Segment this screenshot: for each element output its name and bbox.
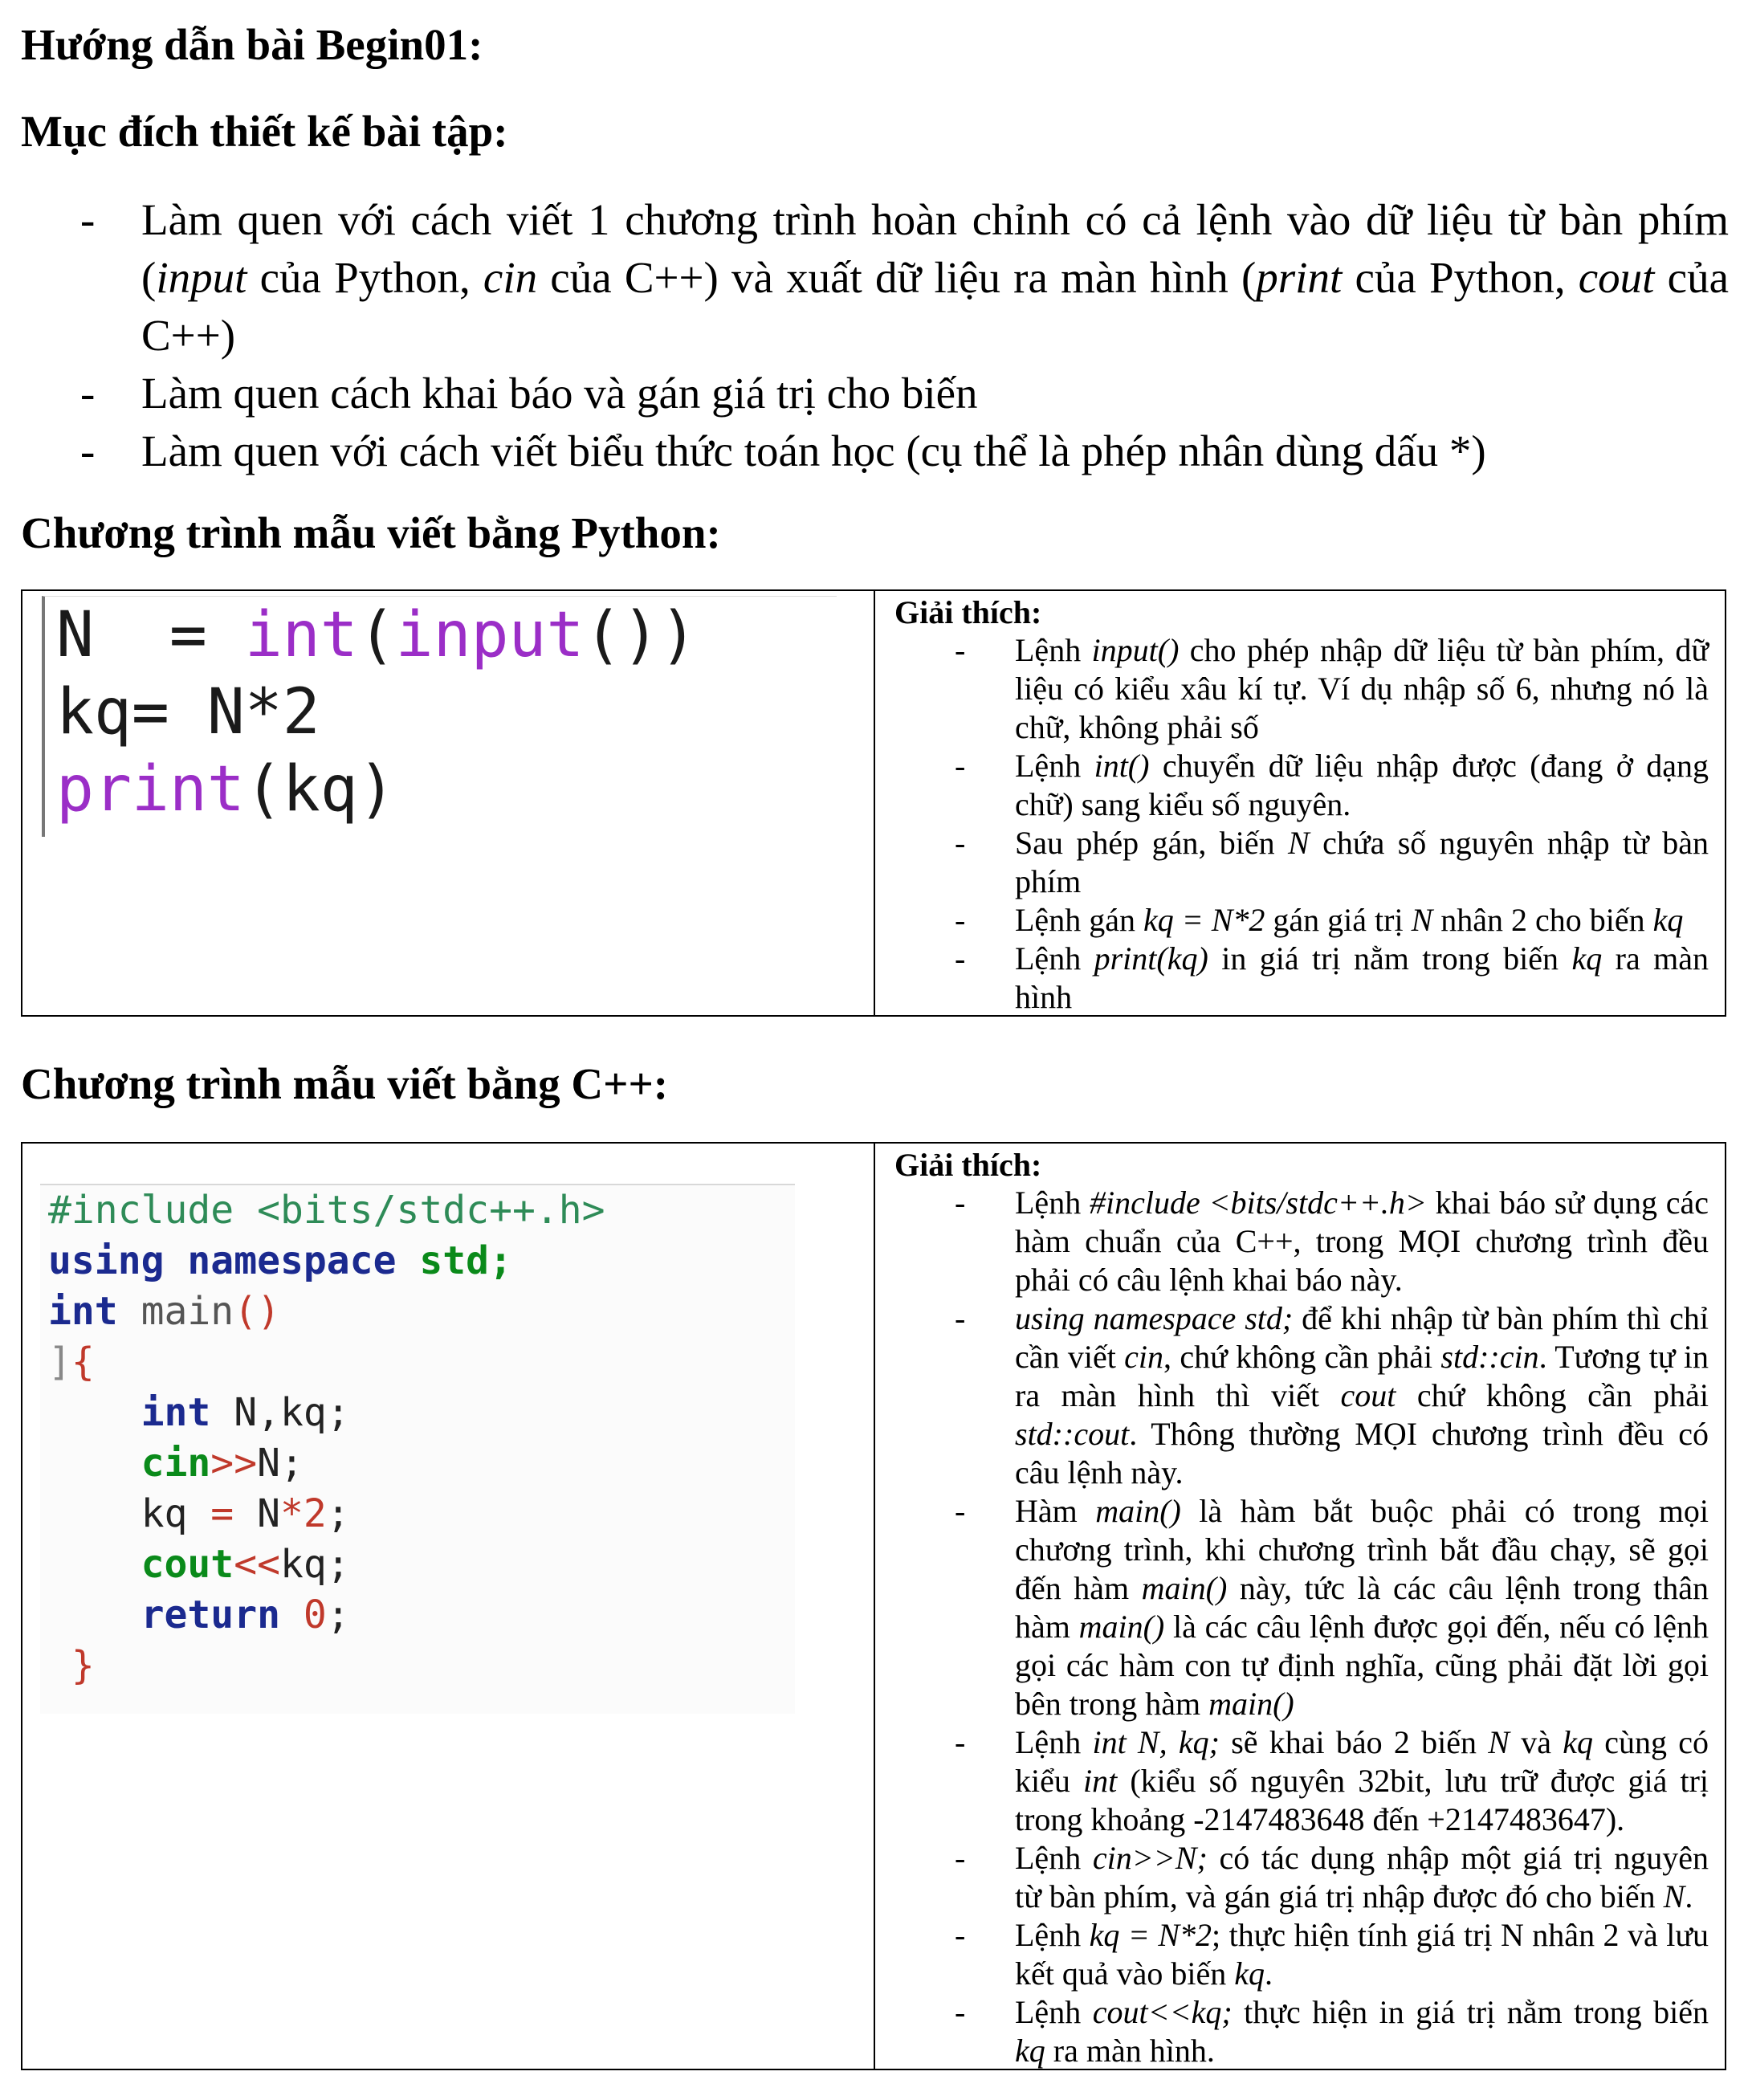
fold-marker: ]	[48, 1340, 71, 1384]
explanation-list	[894, 631, 1709, 1017]
python-heading: Chương trình mẫu viết bằng Python:	[21, 508, 721, 557]
purpose-item: - Làm quen cách khai báo và gán giá trị cho biến	[80, 369, 978, 418]
purpose-heading: Mục đích thiết kế bài tập:	[21, 107, 508, 156]
explanation-item: - Sau phép gán, biến N chứa số nguyên nhập từ bàn phím	[955, 825, 1709, 899]
code-line: cout<<kq;	[48, 1542, 350, 1587]
explanation-title: Giải thích:	[894, 594, 1042, 630]
code-line: print(kq)	[56, 753, 396, 826]
cpp-code-block	[40, 1184, 795, 1714]
code-line: int N,kq;	[48, 1390, 350, 1435]
explanation-item: - Hàm main() là hàm bắt buộc phải có trong mọi chương trình, khi chương trình bắt đầu chạy, sẽ gọi đến hàm main() này, tức là các câu lệnh trong thân hàm main() là các câu lệnh được gọi đến, nếu có lệnh gọi các hàm con tự định nghĩa, cũng phải đặt lời gọi bên trong hàm main()	[955, 1493, 1709, 1722]
page-title: Hướng dẫn bài Begin01:	[21, 20, 483, 69]
python-code-cell	[22, 591, 875, 1015]
code-line: ]{	[48, 1340, 95, 1384]
purpose-item: - Làm quen với cách viết biểu thức toán học (cụ thể là phép nhân dùng dấu *)	[80, 426, 1486, 475]
code-line: N = int(input())	[56, 599, 698, 671]
cpp-explanation-cell	[875, 1144, 1725, 2069]
code-line: cin>>N;	[48, 1441, 304, 1486]
cpp-code-cell	[22, 1144, 875, 2069]
explanation-item: - Lệnh cin>>N; có tác dụng nhập một giá trị nguyên từ bàn phím, và gán giá trị nhập được đó cho biến N.	[955, 1840, 1709, 1914]
cpp-heading: Chương trình mẫu viết bằng C++:	[21, 1059, 669, 1108]
code-line: #include <bits/stdc++.h>	[48, 1188, 605, 1233]
python-table	[21, 589, 1726, 1017]
code-line: }	[48, 1643, 95, 1688]
python-code-block	[42, 596, 837, 837]
explanation-title: Giải thích:	[894, 1147, 1042, 1183]
code-line: kq = N*2;	[48, 1491, 350, 1536]
code-line: kq= N*2	[56, 676, 320, 748]
explanation-item: - using namespace std; để khi nhập từ bàn phím thì chỉ cần viết cin, chứ không cần phải std::cin. Tương tự in ra màn hình thì viết cout chứ không cần phải std::cout. Thông thường MỌI chương trình đều có câu lệnh này.	[955, 1300, 1709, 1490]
explanation-item: - Lệnh input() cho phép nhập dữ liệu từ bàn phím, dữ liệu có kiểu xâu kí tự. Ví dụ nhập số 6, nhưng nó là chữ, không phải số	[955, 632, 1709, 745]
cpp-table	[21, 1142, 1726, 2070]
purpose-item: - Làm quen với cách viết 1 chương trình hoàn chỉnh có cả lệnh vào dữ liệu từ bàn phím (input của Python, cin của C++) và xuất dữ liệu ra màn hình (print của Python, cout của C++)	[80, 195, 1729, 360]
explanation-item: - Lệnh print(kq) in giá trị nằm trong biến kq ra màn hình	[955, 940, 1709, 1015]
code-line: using namespace std;	[48, 1238, 512, 1283]
explanation-item: - Lệnh int() chuyển dữ liệu nhập được (đang ở dạng chữ) sang kiểu số nguyên.	[955, 748, 1709, 822]
python-explanation-cell	[875, 591, 1725, 1015]
code-line: return 0;	[48, 1592, 350, 1637]
code-line: int main()	[48, 1289, 280, 1334]
explanation-item: - Lệnh #include <bits/stdc++.h> khai báo sử dụng các hàm chuẩn của C++, trong MỌI chương trình đều phải có câu lệnh khai báo này.	[955, 1185, 1709, 1298]
explanation-list	[894, 1184, 1709, 2070]
explanation-item: - Lệnh gán kq = N*2 gán giá trị N nhân 2 cho biến kq	[955, 902, 1684, 938]
purpose-list	[0, 191, 1748, 480]
explanation-item: - Lệnh cout<<kq; thực hiện in giá trị nằm trong biến kq ra màn hình.	[955, 1994, 1709, 2069]
explanation-item: - Lệnh int N, kq; sẽ khai báo 2 biến N và kq cùng có kiểu int (kiểu số nguyên 32bit, lưu trữ được giá trị trong khoảng -2147483648 đến +2147483647).	[955, 1724, 1709, 1837]
explanation-item: - Lệnh kq = N*2; thực hiện tính giá trị N nhân 2 và lưu kết quả vào biến kq.	[955, 1917, 1709, 1992]
